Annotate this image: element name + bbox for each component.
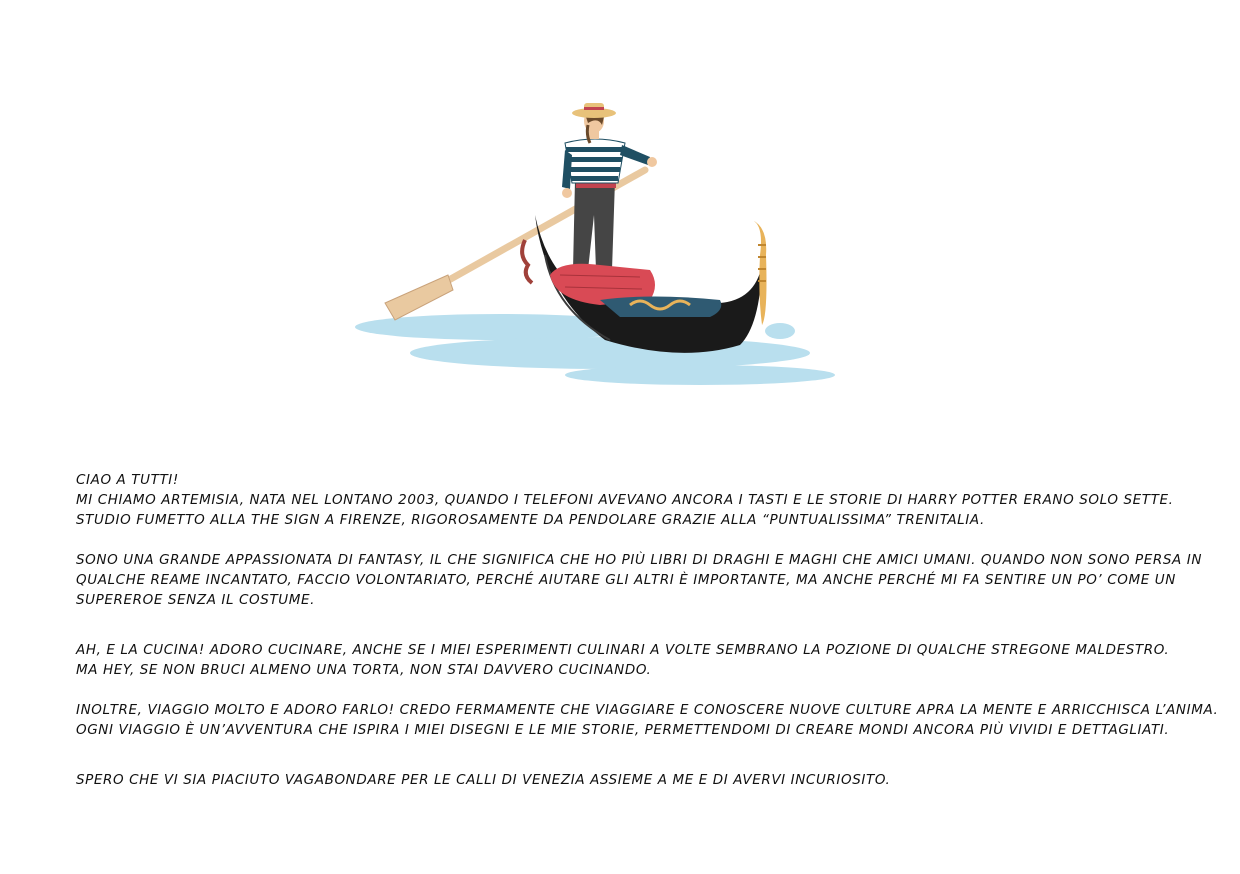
bio-line: SONO UNA GRANDE APPASSIONATA DI FANTASY, IL CHE SIGNIFICA CHE HO PIÙ LIBRI DI DRAGHI E MAGHI CHE AMICI UMANI. QUANDO NON SONO PERSA IN <box>76 552 1203 568</box>
bio-text <box>76 470 1219 790</box>
bio-line: SUPEREROE SENZA IL COSTUME. <box>76 592 316 608</box>
bio-line: QUALCHE REAME INCANTATO, FACCIO VOLONTARIATO, PERCHÉ AIUTARE GLI ALTRI È IMPORTANTE, MA ANCHE PERCHÉ MI FA SENTIRE UN PO’ COME UN <box>76 572 1176 588</box>
bio-line: SPERO CHE VI SIA PIACIUTO VAGABONDARE PER LE CALLI DI VENEZIA ASSIEME A ME E DI AVERVI INCURIOSITO. <box>76 772 891 788</box>
bio-line: STUDIO FUMETTO ALLA THE SIGN A FIRENZE, RIGOROSAMENTE DA PENDOLARE GRAZIE ALLA “PUNTUALISSIMA” TRENITALIA. <box>76 512 985 528</box>
bio-line: MI CHIAMO ARTEMISIA, NATA NEL LONTANO 2003, QUANDO I TELEFONI AVEVANO ANCORA I TASTI E LE STORIE DI HARRY POTTER ERANO SOLO SETTE. <box>76 492 1174 508</box>
bio-line: OGNI VIAGGIO È UN’AVVENTURA CHE ISPIRA I MIEI DISEGNI E LE MIE STORIE, PERMETTENDOMI DI CREARE MONDI ANCORA PIÙ VIVIDI E DETTAGLIATI. <box>76 722 1170 738</box>
gondolier-icon <box>350 95 850 395</box>
bio-line: MA HEY, SE NON BRUCI ALMENO UNA TORTA, NON STAI DAVVERO CUCINANDO. <box>76 662 652 678</box>
bio-line: INOLTRE, VIAGGIO MOLTO E ADORO FARLO! CREDO FERMAMENTE CHE VIAGGIARE E CONOSCERE NUOVE CULTURE APRA LA MENTE E ARRICCHISCA L’ANIMA. <box>76 702 1219 718</box>
gondolier-figure <box>562 103 657 270</box>
bio-line: AH, E LA CUCINA! ADORO CUCINARE, ANCHE SE I MIEI ESPERIMENTI CULINARI A VOLTE SEMBRANO LA POZIONE DI QUALCHE STREGONE MALDESTRO. <box>76 642 1170 658</box>
bio-line: CIAO A TUTTI! <box>76 472 179 488</box>
